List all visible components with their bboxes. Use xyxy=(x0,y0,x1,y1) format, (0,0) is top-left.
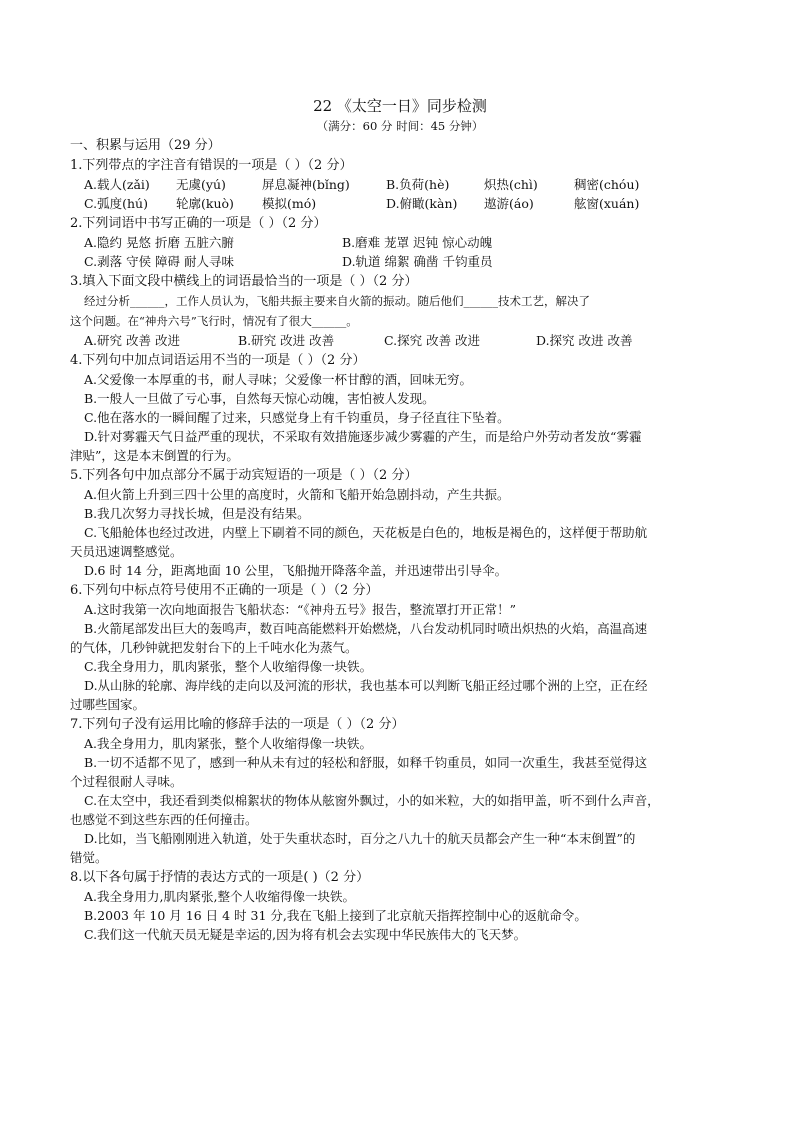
question-4-stem: 4.下列句中加点词语运用不当的一项是（ ）（2 分） xyxy=(70,353,366,368)
option-b: B.一般人一旦做了亏心事，自然每天惊心动魄，害怕被人发现。 xyxy=(84,391,435,406)
option-b-line-1: B.火箭尾部发出巨大的轰鸣声，数百吨高能燃料开始燃烧，八台发动机同时喷出炽热的火焰，高温高速 xyxy=(84,621,648,636)
option-c3: 模拟(mó) xyxy=(262,196,317,211)
option-d-line-2: 过哪些国家。 xyxy=(70,697,146,712)
option-c-line-1: C.飞船舱体也经过改进，内壁上下刷着不同的颜色，天花板是白色的，地板是褐色的，这样便于帮助航 xyxy=(84,525,648,540)
option-a: A.我全身用力,肌肉紧张,整个人收缩得像一块铁。 xyxy=(84,889,355,904)
option-c: C.我全身用力，肌肉紧张，整个人收缩得像一块铁。 xyxy=(84,659,373,674)
option-c1: C.弧度(hú) xyxy=(84,196,148,211)
option-a: A.我全身用力，肌肉紧张，整个人收缩得像一块铁。 xyxy=(84,736,373,751)
question-2-options-row-1 xyxy=(70,233,730,252)
option-b: B.磨难 茏罩 迟钝 惊心动魄 xyxy=(342,235,493,250)
option-d-line-2: 津贴”，这是本末倒置的行为。 xyxy=(70,448,239,463)
option-c: C.他在落水的一瞬间醒了过来，只感觉身上有千钧重员，身子径直往下坠着。 xyxy=(84,410,510,425)
option-b: B.2003 年 10 月 16 日 4 时 31 分,我在飞船上接到了北京航天指挥控制中心的返航命令。 xyxy=(84,908,587,923)
option-d-line-2: 错觉。 xyxy=(70,850,108,865)
question-8-stem: 8.以下各句属于抒情的表达方式的一项是( )（2 分） xyxy=(70,870,370,885)
option-d-line-1: D.比如，当飞船刚刚进入轨道，处于失重状态时，百分之八九十的航天员都会产生一种“本末倒置”的 xyxy=(84,831,636,846)
option-a1: A.载人(zǎi) xyxy=(84,177,150,192)
option-b-line-1: B.一切不适都不见了，感到一种从未有过的轻松和舒服，如释千钧重员，如同一次重生，我甚至觉得这 xyxy=(84,755,648,770)
section-heading: 一、积累与运用（29 分） xyxy=(70,138,221,153)
option-b: B.我几次努力寻找长城，但是没有结果。 xyxy=(84,506,310,521)
option-a2: 无虞(yú) xyxy=(176,177,226,192)
question-1-options-row-2 xyxy=(70,194,730,213)
option-c: C.剥落 守侯 障碍 耐人寻味 xyxy=(84,254,235,269)
option-d: D.轨道 绵絮 确凿 千钧重员 xyxy=(342,254,493,269)
option-d-line-1: D.从山脉的轮廓、海岸线的走向以及河流的形状，我也基本可以判断飞船正经过哪个洲的上空，正在经 xyxy=(84,678,648,693)
option-c-line-1: C.在太空中，我还看到类似棉絮状的物体从舷窗外飘过，小的如米粒，大的如指甲盖，听不到什么声音， xyxy=(84,793,660,808)
option-a: A.隐约 晃悠 折磨 五脏六腑 xyxy=(84,235,234,250)
question-6-stem: 6.下列句中标点符号使用不正确的一项是（ ）（2 分） xyxy=(70,583,379,598)
option-c: C.我们这一代航天员无疑是幸运的,因为将有机会去实现中华民族伟大的飞天梦。 xyxy=(84,927,527,942)
question-5-stem: 5.下列各句中加点部分不属于动宾短语的一项是（ ）（2 分） xyxy=(70,468,418,483)
option-b: B.研究 改进 改善 xyxy=(238,333,335,348)
option-a: A.但火箭上升到三四十公里的高度时，火箭和飞船开始急剧抖动，产生共振。 xyxy=(84,487,510,502)
question-1-stem: 1.下列带点的字注音有错误的一项是（ ）（2 分） xyxy=(70,158,353,173)
option-c: C.探究 改善 改进 xyxy=(384,333,481,348)
page-title: 22 《太空一日》同步检测 xyxy=(313,97,487,115)
option-d3: 舷窗(xuán) xyxy=(574,196,640,211)
option-d2: 遨游(áo) xyxy=(484,196,534,211)
option-a: A.研究 改善 改进 xyxy=(84,333,180,348)
option-a: A.父爱像一本厚重的书，耐人寻味；父爱像一杯甘醇的酒，回味无穷。 xyxy=(84,372,473,387)
exam-page xyxy=(70,96,730,944)
page-subtitle: （满分：60 分 时间：45 分钟） xyxy=(316,119,484,133)
option-b3: 稠密(chóu) xyxy=(574,177,640,192)
question-3-passage-line-2: 这个问题。在“神舟六号”飞行时，情况有了很大______。 xyxy=(70,314,358,328)
option-b2: 炽热(chì) xyxy=(484,177,538,192)
option-c-line-2: 也感觉不到这些东西的任何撞击。 xyxy=(70,812,258,827)
option-d-line-1: D.针对雾霾天气日益严重的现状，不采取有效措施逐步减少雾霾的产生，而是给户外劳动者发放“雾霾 xyxy=(84,429,642,444)
option-c-line-2: 天员迅速调整感觉。 xyxy=(70,544,183,559)
question-3-options xyxy=(70,331,730,350)
question-2-stem: 2.下列词语中书写正确的一项是（ ）（2 分） xyxy=(70,216,327,231)
option-b1: B.负荷(hè) xyxy=(386,177,450,192)
question-7-stem: 7.下列句子没有运用比喻的修辞手法的一项是（ ）（2 分） xyxy=(70,717,405,732)
question-1-options-row-1 xyxy=(70,175,730,194)
question-2-options-row-2 xyxy=(70,252,730,271)
option-b-line-2: 个过程很耐人寻味。 xyxy=(70,774,183,789)
option-b-line-2: 的气体，几秒钟就把发射台下的上千吨水化为蒸气。 xyxy=(70,640,358,655)
option-d: D.6 时 14 分，距离地面 10 公里，飞船抛开降落伞盖，并迅速带出引导伞。 xyxy=(84,563,508,578)
question-3-passage-line-1: 经过分析______，工作人员认为，飞船共振主要来自火箭的振动。随后他们______技术工艺，解决了 xyxy=(84,294,590,308)
option-d: D.探究 改进 改善 xyxy=(536,333,633,348)
option-a: A.这时我第一次向地面报告飞船状态：“《神舟五号》报告，整流罩打开正常！” xyxy=(84,602,517,617)
question-3-stem: 3.填入下面文段中横线上的词语最恰当的一项是（ ）（2 分） xyxy=(70,274,418,289)
option-c2: 轮廓(kuò) xyxy=(176,196,234,211)
option-a3: 屏息凝神(bǐng) xyxy=(262,177,350,192)
option-d1: D.俯瞰(kàn) xyxy=(386,196,458,211)
